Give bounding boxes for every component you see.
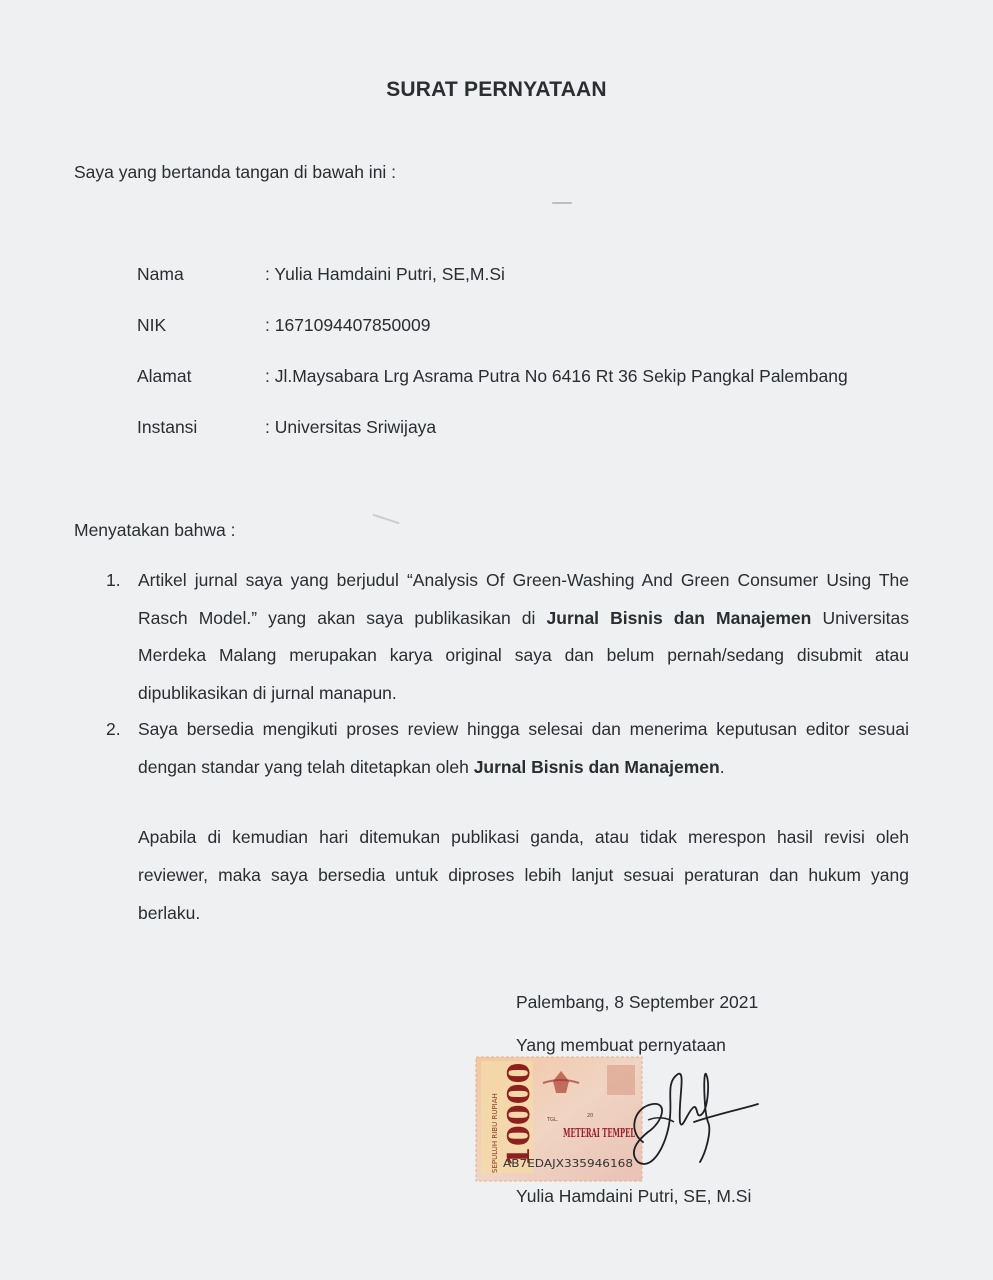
stamp-side-text: SEPULUH RIBU RUPIAH	[491, 1093, 499, 1173]
item-text-part: .	[719, 756, 725, 777]
stamp-tgl-number: 20	[587, 1113, 594, 1119]
field-label: NIK	[137, 315, 167, 335]
stamp-tgl: TGL.	[547, 1117, 559, 1123]
item-text	[138, 711, 909, 786]
item-text-part: Universitas Merdeka Malang merupakan karya original saya dan belum pernah/sedang disubmit atau dipublikasikan di jurnal manapun.	[138, 607, 909, 703]
field-alamat	[137, 366, 848, 387]
field-value: : Jl.Maysabara Lrg Asrama Putra No 6416 Rt 36 Sekip Pangkal Palembang	[265, 366, 848, 386]
field-value: : Universitas Sriwijaya	[265, 417, 437, 437]
item-number: 1.	[106, 570, 121, 590]
field-nik	[137, 315, 430, 336]
stamp-value: 10000	[502, 1062, 537, 1167]
place-date: Palembang, 8 September 2021	[516, 992, 759, 1012]
stamp-serial: AB7EDAJX335946168	[503, 1157, 633, 1170]
field-value: : Yulia Hamdaini Putri, SE,M.Si	[265, 264, 505, 284]
document-title: SURAT PERNYATAAN	[386, 78, 607, 101]
signer-role: Yang membuat pernyataan	[516, 1035, 726, 1055]
declaration-item-2	[106, 711, 909, 786]
field-value: : 1671094407850009	[265, 315, 431, 335]
field-label: Instansi	[137, 417, 198, 437]
item-text	[138, 562, 909, 712]
declaration-intro: Menyatakan bahwa :	[74, 520, 236, 540]
field-nama	[137, 264, 505, 285]
stamp-label: METERAI TEMPEL	[563, 1126, 636, 1140]
scan-speck	[372, 514, 399, 525]
journal-name: Jurnal Bisnis dan Manajemen	[473, 756, 720, 777]
item-text-part: Saya bersedia mengikuti proses review hingga selesai dan menerima keputusan editor sesuai dengan standar yang telah ditetapkan oleh	[138, 719, 909, 777]
field-instansi	[137, 417, 436, 438]
item-number: 2.	[106, 719, 121, 739]
intro-text: Saya yang bertanda tangan di bawah ini :	[74, 162, 397, 182]
scan-speck	[552, 202, 572, 204]
field-label: Alamat	[137, 366, 192, 386]
field-label: Nama	[137, 264, 184, 284]
item-text-part: Artikel jurnal saya yang berjudul “Analysis Of Green-Washing And Green Consumer Using The Rasch Model.” yang akan saya publikasikan di	[138, 570, 909, 628]
journal-name: Jurnal Bisnis dan Manajemen	[546, 607, 812, 628]
declaration-item-1	[106, 562, 909, 712]
signer-name: Yulia Hamdaini Putri, SE, M.Si	[516, 1186, 752, 1206]
closing-paragraph: Apabila di kemudian hari ditemukan publikasi ganda, atau tidak merespon hasil revisi oleh reviewer, maka saya bersedia untuk diproses lebih lanjut sesuai peraturan dan hukum yang berlaku.	[138, 827, 909, 923]
handwritten-signature	[608, 1062, 768, 1172]
